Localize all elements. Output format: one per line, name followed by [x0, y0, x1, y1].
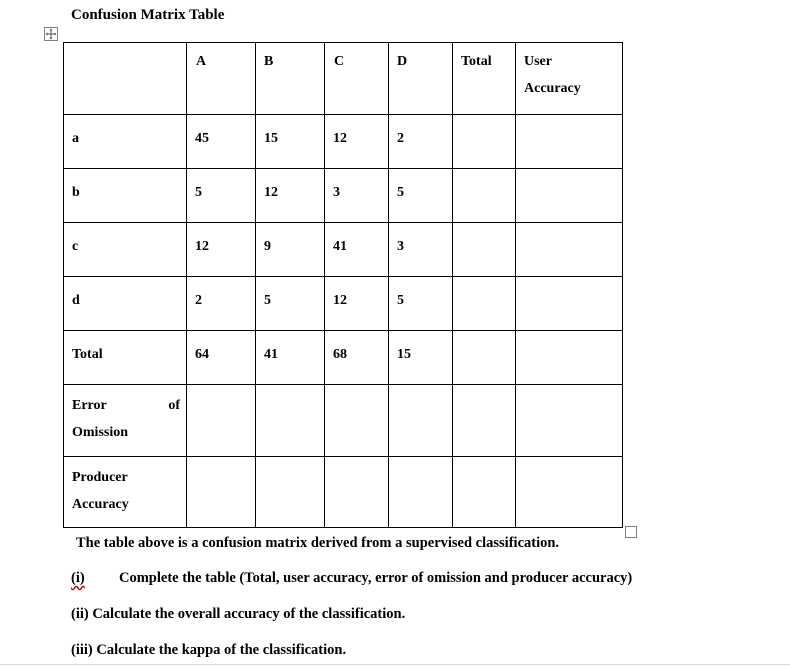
page-bottom-divider — [0, 664, 790, 665]
table-cell[interactable] — [516, 277, 623, 331]
cell-value: 15 — [264, 131, 278, 146]
header-total: Total — [461, 54, 492, 69]
table-cell[interactable] — [453, 223, 516, 277]
omission-label: Omission — [72, 425, 129, 440]
header-a: A — [196, 54, 207, 69]
table-cell[interactable] — [325, 169, 389, 223]
table-cell[interactable] — [453, 331, 516, 385]
table-cell[interactable] — [256, 331, 325, 385]
row-label: a — [72, 131, 79, 146]
table-row — [64, 115, 623, 169]
table-cell[interactable] — [325, 115, 389, 169]
table-cell[interactable] — [389, 331, 453, 385]
table-cell[interactable] — [389, 169, 453, 223]
table-cell[interactable] — [325, 277, 389, 331]
header-cell-d[interactable] — [389, 43, 453, 115]
cell-value: 12 — [195, 239, 209, 254]
table-cell[interactable] — [256, 169, 325, 223]
table-move-handle-icon[interactable] — [44, 27, 58, 41]
table-cell[interactable] — [453, 115, 516, 169]
table-cell[interactable] — [187, 277, 256, 331]
accuracy-label: Accuracy — [72, 497, 129, 512]
total-row — [64, 331, 623, 385]
table-cell[interactable] — [516, 115, 623, 169]
cell-value: 3 — [333, 185, 340, 200]
confusion-matrix-table — [63, 42, 623, 528]
cell-value: 12 — [333, 131, 347, 146]
table-row — [64, 277, 623, 331]
cell-value: 12 — [264, 185, 278, 200]
table-cell[interactable] — [453, 277, 516, 331]
intro-paragraph: The table above is a confusion matrix derived from a supervised classification. — [76, 535, 560, 551]
table-cell[interactable] — [256, 223, 325, 277]
table-cell[interactable] — [256, 457, 325, 528]
header-b: B — [264, 54, 274, 69]
header-cell-user-accuracy[interactable] — [516, 43, 623, 115]
cell-value: 3 — [397, 239, 404, 254]
corner-cell[interactable] — [64, 43, 187, 115]
header-cell-b[interactable] — [256, 43, 325, 115]
question-1-text: Complete the table (Total, user accuracy, error of omission and producer accuracy) — [119, 570, 633, 586]
question-3-text: (iii) Calculate the kappa of the classification. — [71, 642, 347, 658]
table-cell[interactable] — [325, 223, 389, 277]
row-label-total: Total — [72, 347, 103, 362]
cell-value: 9 — [264, 239, 271, 254]
producer-accuracy-row — [64, 457, 623, 528]
header-cell-total[interactable] — [453, 43, 516, 115]
table-cell[interactable] — [389, 115, 453, 169]
header-c: C — [334, 54, 345, 69]
row-label-cell[interactable] — [64, 331, 187, 385]
cell-value: 15 — [397, 347, 411, 362]
header-user-line1: User — [524, 54, 552, 69]
cell-value: 12 — [333, 293, 347, 308]
table-cell[interactable] — [187, 223, 256, 277]
cell-value: 64 — [195, 347, 209, 362]
table-header-row — [64, 43, 623, 115]
table-cell[interactable] — [187, 385, 256, 457]
row-label-cell[interactable] — [64, 169, 187, 223]
table-cell[interactable] — [453, 169, 516, 223]
row-label-error-omission — [72, 392, 128, 446]
error-of-omission-row — [64, 385, 623, 457]
table-cell[interactable] — [389, 457, 453, 528]
table-cell[interactable] — [256, 115, 325, 169]
table-cell[interactable] — [389, 385, 453, 457]
cell-value: 5 — [264, 293, 271, 308]
cell-value: 68 — [333, 347, 347, 362]
table-cell[interactable] — [516, 169, 623, 223]
header-user-line2: Accuracy — [524, 81, 581, 96]
producer-label: Producer — [72, 470, 128, 485]
table-cell[interactable] — [516, 331, 623, 385]
table-cell[interactable] — [516, 385, 623, 457]
header-user-accuracy — [524, 48, 581, 102]
table-cell[interactable] — [516, 223, 623, 277]
table-cell[interactable] — [187, 457, 256, 528]
row-label-producer-accuracy — [72, 464, 129, 518]
cell-value: 5 — [397, 185, 404, 200]
row-label-cell[interactable] — [64, 457, 187, 528]
question-1-number: (i) — [71, 570, 85, 586]
table-cell[interactable] — [256, 277, 325, 331]
table-cell[interactable] — [187, 115, 256, 169]
table-row — [64, 223, 623, 277]
table-row — [64, 169, 623, 223]
header-cell-a[interactable] — [187, 43, 256, 115]
document-title: Confusion Matrix Table — [71, 7, 225, 23]
table-cell[interactable] — [325, 331, 389, 385]
cell-value: 5 — [195, 185, 202, 200]
row-label-cell[interactable] — [64, 277, 187, 331]
cell-value: 45 — [195, 131, 209, 146]
row-label-cell[interactable] — [64, 223, 187, 277]
table-cell[interactable] — [187, 169, 256, 223]
row-label-cell[interactable] — [64, 385, 187, 457]
table-cell[interactable] — [389, 223, 453, 277]
header-cell-c[interactable] — [325, 43, 389, 115]
row-label: b — [72, 185, 80, 200]
row-label-cell[interactable] — [64, 115, 187, 169]
table-cell[interactable] — [389, 277, 453, 331]
question-2-text: (ii) Calculate the overall accuracy of the classification. — [71, 606, 406, 622]
table-cell[interactable] — [325, 457, 389, 528]
header-d: D — [397, 54, 408, 69]
table-cell[interactable] — [187, 331, 256, 385]
error-label: Error — [72, 398, 107, 413]
row-label: c — [72, 239, 79, 254]
table-cell[interactable] — [256, 385, 325, 457]
table-cell[interactable] — [453, 457, 516, 528]
cell-value: 41 — [333, 239, 347, 254]
cell-value: 41 — [264, 347, 278, 362]
cell-value: 2 — [195, 293, 202, 308]
table-cell[interactable] — [325, 385, 389, 457]
row-label: d — [72, 293, 80, 308]
cell-value: 2 — [397, 131, 404, 146]
of-label: of — [168, 398, 180, 413]
table-resize-handle-icon[interactable] — [625, 526, 637, 538]
table-cell[interactable] — [516, 457, 623, 528]
cell-value: 5 — [397, 293, 404, 308]
table-cell[interactable] — [453, 385, 516, 457]
